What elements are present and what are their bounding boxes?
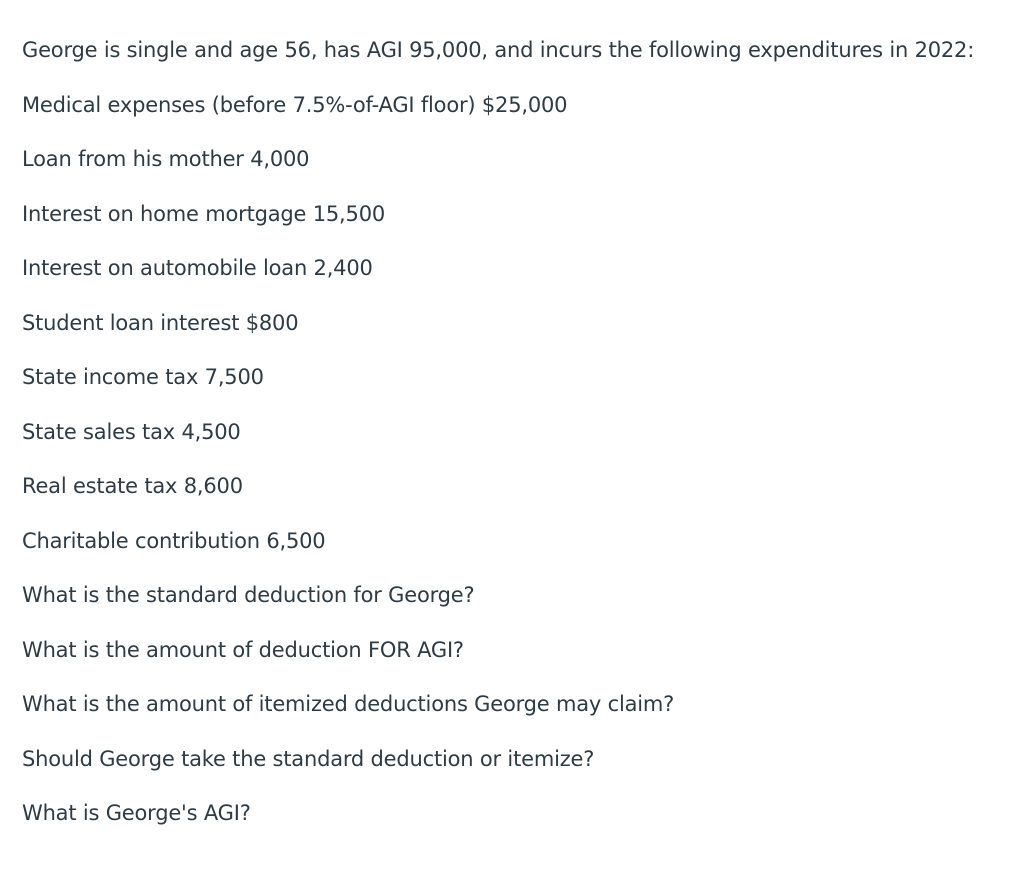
expenditure-auto-loan-interest: Interest on automobile loan 2,400 <box>22 256 373 280</box>
expenditure-loan-from-mother: Loan from his mother 4,000 <box>22 147 310 171</box>
question-standard-or-itemize: Should George take the standard deduction or itemize? <box>22 746 595 771</box>
expenditure-mortgage-interest: Interest on home mortgage 15,500 <box>22 201 386 226</box>
expenditure-student-loan-interest: Student loan interest $800 <box>22 310 299 335</box>
expenditure-state-sales-tax: State sales tax 4,500 <box>22 419 241 444</box>
question-deduction-for-agi: What is the amount of deduction FOR AGI? <box>22 637 464 662</box>
question-body <box>22 35 1012 853</box>
question-itemized-deductions: What is the amount of itemized deductions George may claim? <box>22 692 675 716</box>
expenditure-real-estate-tax: Real estate tax 8,600 <box>22 474 243 498</box>
problem-intro: George is single and age 56, has AGI 95,000, and incurs the following expenditures in 2022: <box>22 38 975 62</box>
expenditure-charitable-contribution: Charitable contribution 6,500 <box>22 528 326 553</box>
expenditure-state-income-tax: State income tax 7,500 <box>22 365 264 389</box>
question-agi: What is George's AGI? <box>22 801 251 825</box>
expenditure-medical: Medical expenses (before 7.5%-of-AGI floor) $25,000 <box>22 92 568 117</box>
question-standard-deduction: What is the standard deduction for George? <box>22 583 475 607</box>
